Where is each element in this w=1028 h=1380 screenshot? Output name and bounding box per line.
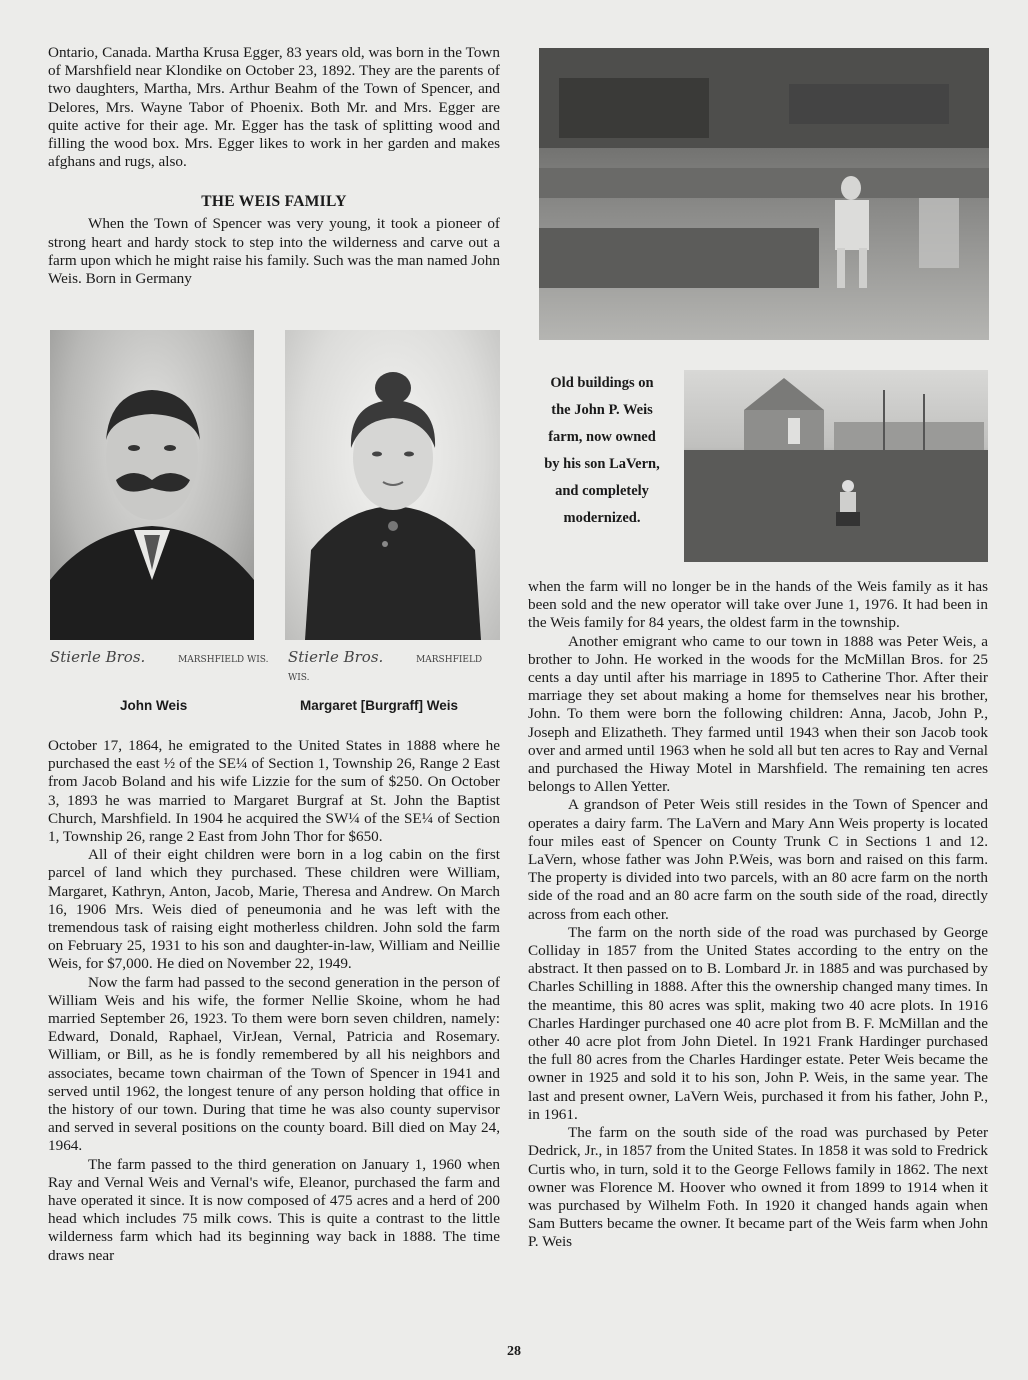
margaret-studio-name: Stierle Bros. xyxy=(288,648,384,666)
left-paragraph: The farm passed to the third generation on January 1, 1960 when Ray and Vernal Weis and Vernal's wife, Eleanor, purchased the farm and have operated it since. It is now composed of 475 acres and a herd of 200 head which includes 75 milk cows. This is quite a contrast to the little wilderness farm which had its beginning way back in 1888. The time draws near xyxy=(48,1155,500,1264)
left-paragraph: October 17, 1864, he emigrated to the United States in 1888 where he purchased the east ½ of the SE¼ of Section 1, Township 26, Range 2 East from Jacob Boland and his wife Lizzie for the sum of $250. On October 3, 1893 he was married to Margaret Burgraf at St. John the Baptist Church, Marshfield. In 1904 he acquired the SW¼ of the SE¼ of Section 1, Township 26, range 2 East from John Thor for $650. xyxy=(48,737,500,846)
barn-caption-line: the John P. Weis xyxy=(551,402,653,418)
right-paragraph: The farm on the north side of the road was purchased by George Colliday in 1857 from the United States according to the entry on the abstract. It then passed on to B. Lombard Jr. in 1885 and was purchased by Charles Schilling in 1888. After this the ownership changed many times. In the meantime, this 80 acres was split, making two 40 acre plots. In 1916 Charles Hardinger purchased one 40 acre plot from B. F. McMillan and the other 40 acre plot from John Dietel. In 1921 Frank Hardinger purchased the full 80 acres from the Charles Hardinger estate. Peter Weis became the owner in 1925 and sold it to his son, John P. Weis, in the same year. The last and present owner, LaVern Weis, purchased it from his father, John P., in 1961. xyxy=(528,923,988,1123)
right-column xyxy=(528,578,988,1252)
right-paragraph: The farm on the south side of the road was purchased by Peter Dedrick, Jr., in 1857 from the United States. In 1858 it was sold to Fredrick Curtis who, in turn, sold it to the George Fellows family in 1862. The next owner was Florence M. Hoover who owned it from 1899 to 1914 when it was purchased by Wilhelm Foth. In 1920 it changed hands again when Sam Butters became the owner. It became part of the Weis farm when John P. Weis xyxy=(528,1124,988,1251)
margaret-studio-mark xyxy=(288,648,500,692)
barn-caption-line: modernized. xyxy=(563,510,641,526)
page-number: 28 xyxy=(507,1344,521,1359)
portraits xyxy=(48,330,500,720)
barn-caption-line: Old buildings on xyxy=(550,375,654,391)
john-weis-caption: John Weis xyxy=(120,698,188,713)
barn-caption-line: and completely xyxy=(555,483,649,499)
right-paragraph: Another emigrant who came to our town in 1888 was Peter Weis, a brother to John. He worked in the woods for the McMillan Bros. for 25 cents a day until after his marriage in 1895 to Catherine Thor. After their marriage they set about making a home for themselves near his brother, John. To them were born the following children: Anna, Jacob, John P., Joseph and Elizatheth. They farmed until 1943 when their son Jacob took over and armed until 1963 when he sold all but ten acres to Ray and Vernal and purchased the Hiway Motel in Marshfield. The remaining ten acres belongs to Allen Yetter. xyxy=(528,632,988,796)
barn-photo-image xyxy=(684,370,988,562)
left-column xyxy=(48,737,500,1265)
margaret-portrait-figure xyxy=(285,330,500,640)
john-studio-name: Stierle Bros. xyxy=(50,648,146,666)
intro-paragraph: Ontario, Canada. Martha Krusa Egger, 83 years old, was born in the Town of Marshfield near Klondike on October 23, 1892. They are the parents of two daughters, Martha, Mrs. Arthur Beahm of the Town of Spencer, and Delores, Mrs. Wayne Tabor of Phoenix. Both Mr. and Mrs. Egger are quite active for their age. Mr. Egger has the task of splitting wood and filling the wood box. Mrs. Egger likes to work in her garden and makes afghans and rugs, also. xyxy=(48,44,500,171)
john-studio-mark xyxy=(50,648,269,692)
intro-block xyxy=(48,44,500,288)
left-paragraph: All of their eight children were born in a log cabin on the first parcel of land which they purchased. These children were William, Margaret, Kathryn, Anton, Jacob, Marie, Theresa and Andrew. On March 16, 1906 Mrs. Weis died of peneumonia and he was left with the tremendous task of raising eight motherless children. John sold the farm on February 25, 1931 to his son and daughter-in-law, William and Neillie Weis, for $7,000. He died on November 22, 1949. xyxy=(48,846,500,973)
right-paragraph: when the farm will no longer be in the hands of the Weis family as it has been sold and the new operator will take over June 1, 1976. It had been in the Weis family for 84 years, the oldest farm in the township. xyxy=(528,578,988,632)
barn-caption-line: farm, now owned xyxy=(548,429,656,445)
farm-photo-top-image xyxy=(539,48,989,340)
barn-photo xyxy=(684,370,988,562)
margaret-weis-portrait xyxy=(285,330,500,640)
john-studio-city: MARSHFIELD WIS. xyxy=(178,655,269,665)
john-weis-portrait xyxy=(50,330,254,640)
margaret-weis-caption: Margaret [Burgraff] Weis xyxy=(300,698,459,713)
right-paragraph: A grandson of Peter Weis still resides in the Town of Spencer and operates a dairy farm. The LaVern and Mary Ann Weis property is located four miles east of Spencer on County Trunk C in Sections 1 and 12. LaVern, whose father was John P.Weis, was born and raised on this farm. The property is divided into two parcels, with an 80 acre farm on the north side of the road and an 80 acre farm on the south side of the road, directly across from each other. xyxy=(528,796,988,923)
section-opening-paragraph: When the Town of Spencer was very young, it took a pioneer of strong heart and hardy stock to step into the wilderness and carve out a farm upon which he might raise his family. Such was the man named John Weis. Born in Germany xyxy=(48,215,501,288)
barn-caption-line: by his son LaVern, xyxy=(544,456,660,472)
john-portrait-figure xyxy=(50,330,254,640)
farm-photo-top xyxy=(539,48,989,340)
left-paragraph: Now the farm had passed to the second generation in the person of William Weis and his wife, the former Nellie Skoine, whom he had married September 26, 1923. To them were born seven children, namely: Edward, Donald, Raphael, VirJean, Vernal, Patricia and Rosemary. William, or Bill, as he is fondly remembered by all his neighbors and associates, became town chairman of the Town of Spencer in 1941 and served until 1962, the longest tenure of any person holding that office in the history of our town. During that time he was also county supervisor and served in several positions on the county board. Bill died on May 24, 1964. xyxy=(48,973,500,1155)
section-heading: THE WEIS FAMILY xyxy=(201,193,347,211)
barn-photo-caption xyxy=(528,370,676,532)
margaret-studio-city: MARSHFIELD WIS. xyxy=(288,655,483,683)
